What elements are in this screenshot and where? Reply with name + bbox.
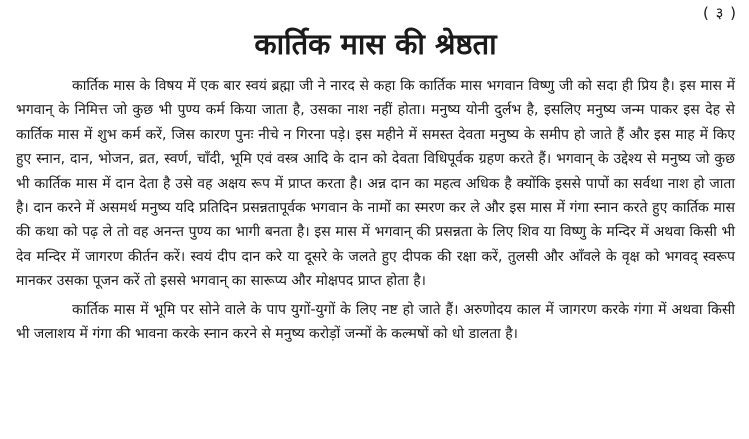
page-title: कार्तिक मास की श्रेष्ठता [254,27,497,61]
paragraph-1: कार्तिक मास के विषय में एक बार स्वयं ब्रह्मा जी ने नारद से कहा कि कार्तिक मास भगवान विष्णु जी को सदा ही प्रिय है। इस मास में भगवान् के निमित्त जो कुछ भी पुण्य कर्म किया जाता है, उसका नाश नहीं होता। मनुष्य योनी दुर्लभ है, इसलिए मनुष्य जन्म पाकर इस देह से कार्तिक मास में शुभ कर्म करें, जिस कारण पुनः नीचे न गिरना पड़े। इस महीने में समस्त देवता मनुष्य के समीप हो जाते हैं और इस माह में किए हुए स्नान, दान, भोजन, व्रत, स्वर्ण, चाँदी, भूमि एवं वस्त्र आदि के दान को देवता विधिपूर्वक ग्रहण करते हैं। भगवान् के उद्देश्य से मनुष्य जो कुछ भी कार्तिक मास में दान देता है उसे वह अक्षय रूप में प्राप्त करता है। अन्न दान का महत्व अधिक है क्योंकि इससे पापों का सर्वथा नाश हो जाता है। दान करने में असमर्थ मनुष्य यदि प्रतिदिन प्रसन्नतापूर्वक भगवान के नामों का स्मरण कर ले और इस मास में गंगा स्नान करते हुए कार्तिक मास की कथा को पढ़ ले तो वह अनन्त पुण्य का भागी बनता है। इस मास में भगवान् की प्रसन्नता के लिए शिव या विष्णु के मन्दिर में अथवा किसी भी देव मन्दिर में जागरण कीर्तन करें। स्वयं दीप दान करे या दूसरे के जलते हुए दीपक की रक्षा करें, तुलसी और आँवले के वृक्ष को भगवद् स्वरूप मानकर उसका पूजन करें तो इससे भगवान् का सारूप्य और मोक्षपद प्राप्त होता है। [16,78,735,290]
paragraph-2: कार्तिक मास में भूमि पर सोने वाले के पाप युगों-युगों के लिए नष्ट हो जाते हैं। अरुणोदय काल में जागरण करके गंगा में अथवा किसी भी जलाशय में गंगा की भावना करके स्नान करने से मनुष्य करोड़ों जन्मों के कल्मषों को धो डालता है। [16,301,735,343]
page-number: ( ३ ) [702,4,737,22]
